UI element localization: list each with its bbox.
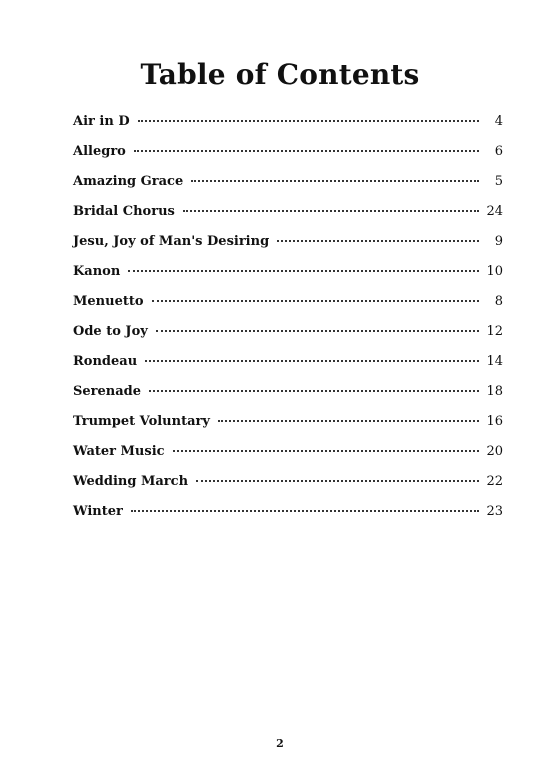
dot-leader: [131, 510, 479, 512]
toc-entry-allegro[interactable]: [73, 144, 503, 174]
toc-entry-page: 22: [486, 474, 503, 489]
toc-entry-menuetto[interactable]: [73, 294, 503, 324]
toc-entry-page: 20: [486, 444, 503, 459]
dot-leader: [138, 120, 479, 122]
toc-entry-title: Kanon: [73, 264, 121, 279]
toc-entry-title: Amazing Grace: [73, 174, 184, 189]
toc-entry-title: Bridal Chorus: [73, 204, 175, 219]
toc-entry-title: Serenade: [73, 384, 142, 399]
toc-entry-title: Water Music: [73, 444, 165, 459]
toc-entry-title: Jesu, Joy of Man's Desiring: [73, 234, 270, 249]
dot-leader: [173, 450, 479, 452]
dot-leader: [277, 240, 479, 242]
toc-entry-winter[interactable]: [73, 504, 503, 534]
toc-entry-air-in-d[interactable]: [73, 114, 503, 144]
toc-entry-jesu-joy[interactable]: [73, 234, 503, 264]
page-number: 2: [276, 737, 284, 750]
toc-entry-title: Trumpet Voluntary: [73, 414, 210, 429]
toc-entry-page: 24: [486, 204, 503, 219]
toc-entry-page: 10: [486, 264, 503, 279]
dot-leader: [183, 210, 479, 212]
toc-entry-page: 6: [494, 144, 503, 159]
toc-entry-title: Menuetto: [73, 294, 144, 309]
toc-entry-kanon[interactable]: [73, 264, 503, 294]
toc-entry-page: 9: [494, 234, 503, 249]
dot-leader: [149, 390, 479, 392]
toc-entry-page: 12: [486, 324, 503, 339]
toc-entry-title: Wedding March: [73, 474, 189, 489]
table-of-contents: [73, 114, 503, 534]
toc-entry-page: 18: [486, 384, 503, 399]
dot-leader: [156, 330, 479, 332]
toc-entry-page: 5: [494, 174, 503, 189]
toc-entry-page: 8: [494, 294, 503, 309]
dot-leader: [145, 360, 479, 362]
toc-entry-title: Allegro: [73, 144, 126, 159]
dot-leader: [191, 180, 479, 182]
toc-entry-page: 14: [486, 354, 503, 369]
page-title: Table of Contents: [140, 58, 420, 91]
toc-entry-wedding-march[interactable]: [73, 474, 503, 504]
toc-entry-page: 16: [486, 414, 503, 429]
toc-entry-amazing-grace[interactable]: [73, 174, 503, 204]
toc-entry-water-music[interactable]: [73, 444, 503, 474]
toc-entry-title: Rondeau: [73, 354, 138, 369]
toc-entry-title: Winter: [73, 504, 123, 519]
dot-leader: [218, 420, 479, 422]
toc-entry-page: 23: [486, 504, 503, 519]
toc-entry-title: Air in D: [73, 114, 130, 129]
toc-entry-trumpet-voluntary[interactable]: [73, 414, 503, 444]
dot-leader: [152, 300, 479, 302]
toc-entry-title: Ode to Joy: [73, 324, 148, 339]
dot-leader: [134, 150, 479, 152]
toc-entry-rondeau[interactable]: [73, 354, 503, 384]
toc-entry-page: 4: [494, 114, 503, 129]
dot-leader: [128, 270, 479, 272]
toc-entry-bridal-chorus[interactable]: [73, 204, 503, 234]
dot-leader: [196, 480, 479, 482]
toc-entry-ode-to-joy[interactable]: [73, 324, 503, 354]
toc-entry-serenade[interactable]: [73, 384, 503, 414]
